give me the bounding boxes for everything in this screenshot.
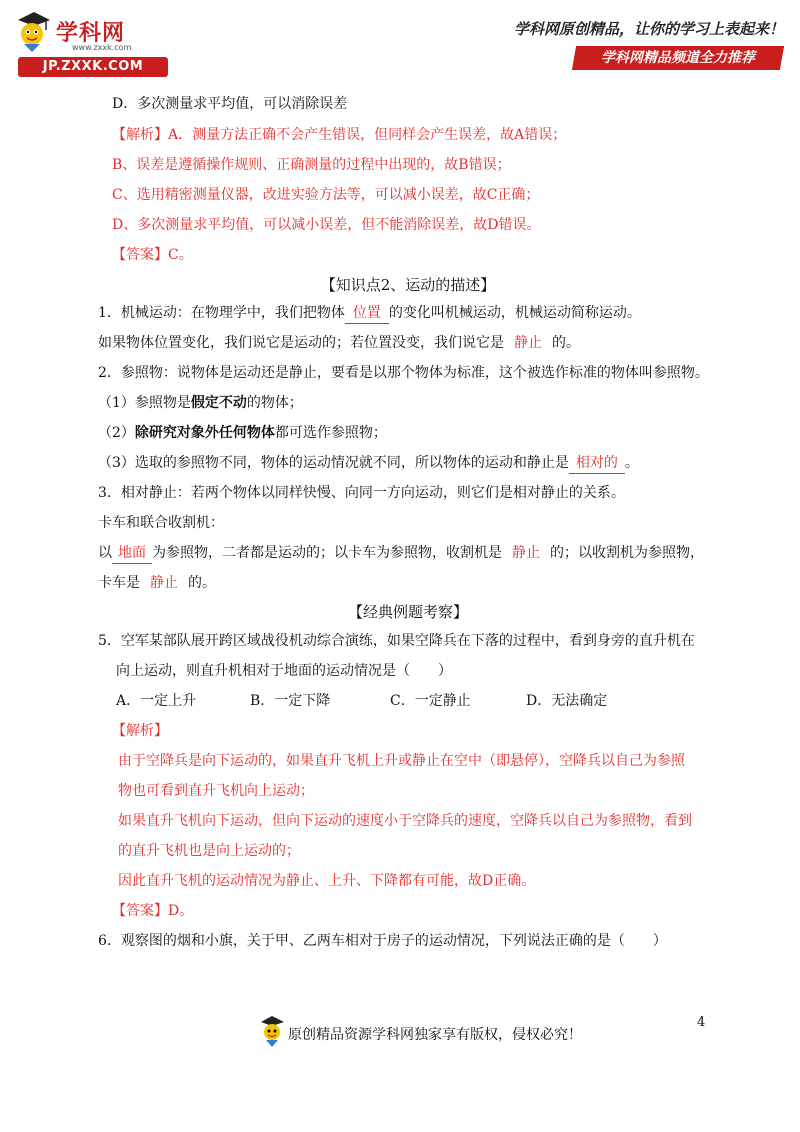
option-d-text: D．多次测量求平均值，可以消除误差 (112, 96, 348, 112)
analysis-line-c: C、选用精密测量仪器，改进实验方法等，可以减小误差，故C正确； (112, 187, 540, 203)
question-6-line-1: 6．观察图的烟和小旗，关于甲、乙两车相对于房子的运动情况，下列说法正确的是（ ） (98, 933, 667, 949)
knowledge-line-8: 卡车和联合收割机： (98, 515, 224, 531)
banner-text: 学科网精品频道全力推荐 (601, 50, 755, 66)
k4-text-a: （1）参照物是 (98, 395, 191, 411)
question-5-option-b: B．一定下降 (250, 693, 331, 709)
question-5-option-c: C．一定静止 (390, 693, 471, 709)
k5-text-a: （2） (98, 425, 135, 441)
k9-text-c: 的；以收割机为参照物， (550, 545, 704, 561)
header-banner (572, 46, 784, 70)
knowledge-line-2 (98, 333, 580, 353)
section-title-examples: 【经典例题考察】 (347, 603, 468, 621)
blank-static-2: 静止 (512, 545, 540, 561)
k4-text-b: 的物体； (246, 395, 303, 411)
question-5-reason-5: 因此直升飞机的运动情况为静止、上升、下降都有可能，故D正确。 (118, 873, 536, 889)
knowledge-line-5 (98, 423, 387, 443)
question-5-analysis-label: 【解析】 (112, 723, 168, 739)
k5-bold: 除研究对象外任何物体 (134, 425, 275, 441)
k6-text-a: （3）选取的参照物不同，物体的运动情况就不同，所以物体的运动和静止是 (98, 455, 569, 471)
knowledge-line-10 (98, 573, 216, 593)
knowledge-line-4 (98, 393, 303, 413)
logo-url: JP.ZXXK.COM (18, 57, 168, 77)
knowledge-line-6 (98, 453, 639, 474)
analysis-line-d: D、多次测量求平均值，可以减小误差，但不能消除误差，故D错误。 (112, 217, 541, 233)
question-5-reason-2: 物也可看到直升飞机向上运动； (118, 783, 314, 799)
question-5-reason-1: 由于空降兵是向下运动的，如果直升飞机上升或静止在空中（即悬停），空降兵以自己为参照 (118, 753, 685, 769)
k6-text-b: 。 (624, 455, 639, 471)
question-5-line-2: 向上运动，则直升机相对于地面的运动情况是（ ） (116, 663, 452, 679)
question-5-reason-3: 如果直升飞机向下运动，但向下运动的速度小于空降兵的速度，空降兵以自己为参照物，看到 (118, 813, 692, 829)
blank-position: 位置 (345, 303, 389, 324)
k5-text-b: 都可选作参照物； (274, 425, 387, 441)
question-5-line-1: 5．空军某部队展开跨区域战役机动综合演练，如果空降兵在下落的过程中，看到身旁的直升机在 (98, 633, 695, 649)
k1-text-a: 1．机械运动：在物理学中，我们把物体 (98, 305, 345, 321)
logo-subtext: www.zxxk.com (72, 43, 132, 52)
k1-text-b: 的变化叫机械运动，机械运动简称运动。 (388, 305, 641, 321)
knowledge-line-9 (98, 543, 704, 564)
page-number: 4 (697, 1015, 706, 1030)
mascot-icon (258, 1014, 286, 1048)
k9-text-a: 以 (98, 545, 112, 561)
page-footer (258, 1014, 598, 1054)
answer-line: 【答案】C。 (112, 247, 193, 263)
knowledge-line-1 (98, 303, 641, 324)
k10-text-a: 卡车是 (98, 575, 140, 591)
blank-static: 静止 (514, 335, 542, 351)
k9-text-b: 为参照物，二者都是运动的；以卡车为参照物，收割机是 (152, 545, 502, 561)
blank-relative: 相对的 (569, 453, 625, 474)
k2-text-a: 如果物体位置变化，我们说它是运动的；若位置没变，我们说它是 (98, 335, 504, 351)
blank-ground: 地面 (112, 543, 152, 564)
question-5-answer: 【答案】D。 (112, 903, 194, 919)
logo-title: 学科网 (56, 21, 126, 46)
header-slogan: 学科网原创精品，让你的学习上表起来！ (513, 20, 784, 38)
analysis-line-b: B、误差是遵循操作规则、正确测量的过程中出现的，故B错误； (112, 157, 511, 173)
zxxk-logo[interactable] (12, 10, 162, 72)
knowledge-line-3: 2．参照物：说物体是运动还是静止，要看是以那个物体为标准，这个被选作标准的物体叫参照物。 (98, 365, 709, 381)
k10-text-b: 的。 (188, 575, 216, 591)
section-title-knowledge: 【知识点2、运动的描述】 (320, 276, 496, 294)
copyright-notice: 原创精品资源学科网独家享有版权，侵权必究！ (288, 1027, 582, 1043)
analysis-line-a: 【解析】A．测量方法正确不会产生错误，但同样会产生误差，故A错误； (112, 127, 567, 143)
mascot-icon (12, 10, 52, 54)
knowledge-line-7: 3．相对静止：若两个物体以同样快慢、向同一方向运动，则它们是相对静止的关系。 (98, 485, 625, 501)
question-5-reason-4: 的直升飞机也是向上运动的； (118, 843, 300, 859)
question-5-option-d: D．无法确定 (526, 693, 608, 709)
k2-text-b: 的。 (552, 335, 580, 351)
page-header (0, 0, 800, 80)
question-5-option-a: A．一定上升 (116, 693, 197, 709)
k4-bold: 假定不动 (190, 395, 247, 411)
blank-static-3: 静止 (150, 575, 178, 591)
